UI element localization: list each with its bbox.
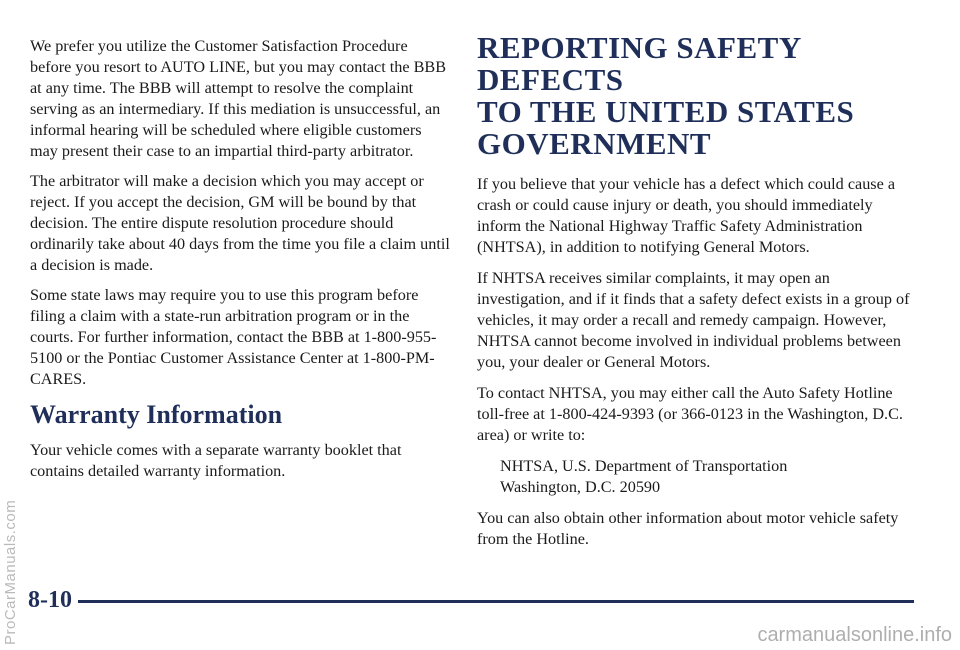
warranty-booklet-paragraph: Your vehicle comes with a separate warranty booklet that contains detailed warranty information. [30,441,402,480]
vertical-watermark: ProCarManuals.com [2,499,19,645]
heading-line-1: REPORTING SAFETY DEFECTS [477,30,801,97]
contact-nhtsa-paragraph: To contact NHTSA, you may either call the Auto Safety Hotline toll-free at 1-800-424-9393 (or 366-0123 in the Washington, D.C. area) or write to: [477,384,903,444]
left-column [30,36,450,491]
right-column [477,32,917,560]
heading-line-2: TO THE UNITED STATES [477,94,855,129]
nhtsa-address [477,456,917,498]
defect-belief-paragraph: If you believe that your vehicle has a defect which could cause a crash or could cause injury or death, you should immediately inform the National Highway Traffic Safety Administration (NHTSA), in addition to notifying General Motors. [477,175,895,256]
arbitrator-decision-paragraph: The arbitrator will make a decision which you may accept or reject. If you accept the decision, GM will be bound by that decision. The entire dispute resolution procedure should ordinarily take about 40 days from the time you file a claim until a decision is made. [30,172,450,274]
hotline-info-paragraph: You can also obtain other information about motor vehicle safety from the Hotline. [477,509,899,548]
heading-line-3: GOVERNMENT [477,126,712,161]
warranty-information-heading: Warranty Information [30,400,283,429]
state-laws-paragraph: Some state laws may require you to use this program before filing a claim with a state-run arbitration program or in the courts. For further information, contact the BBB at 1-800-955-5100 or the Pontiac Customer Assistance Center at 1-800-PM-CARES. [30,286,437,388]
reporting-safety-defects-heading [477,32,917,160]
page-number: 8-10 [28,587,72,613]
address-line-1: NHTSA, U.S. Department of Transportation [500,457,788,475]
address-line-2: Washington, D.C. 20590 [500,478,661,496]
nhtsa-investigation-paragraph: If NHTSA receives similar complaints, it may open an investigation, and if it finds that a safety defect exists in a group of vehicles, it may order a recall and remedy campaign. However, NHTSA cannot become involved in individual problems between you, your dealer or General Motors. [477,269,910,371]
page-footer [28,587,928,617]
customer-satisfaction-paragraph: We prefer you utilize the Customer Satisfaction Procedure before you resort to AUTO LINE, but you may contact the BBB at any time. The BBB will attempt to resolve the complaint serving as an intermediary. If this mediation is unsuccessful, an informal hearing will be scheduled where eligible customers may present their case to an impartial third-party arbitrator. [30,37,446,160]
footer-divider [78,600,914,603]
bottom-watermark: carmanualsonline.info [757,624,952,646]
